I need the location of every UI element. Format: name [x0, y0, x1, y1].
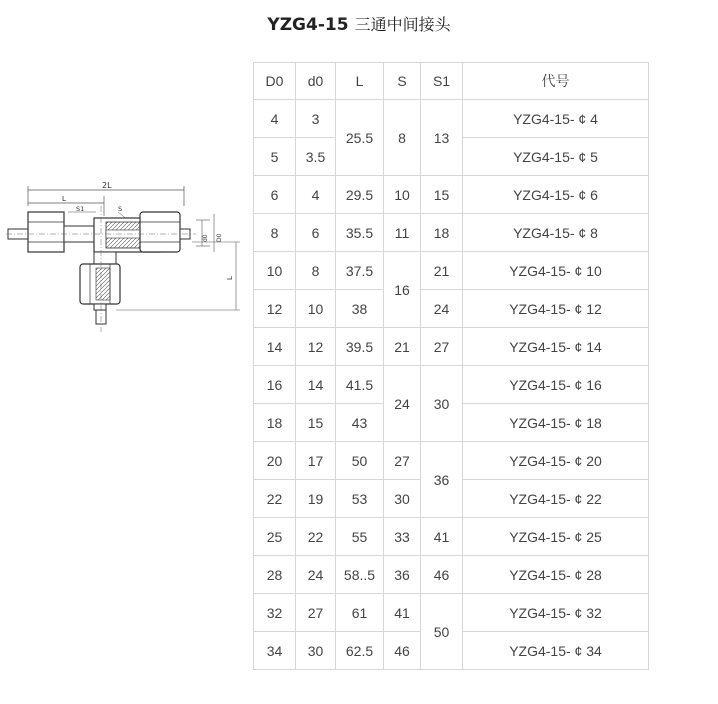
cell-S1: 15: [421, 176, 463, 214]
cell-code: YZG4-15- ¢ 12: [463, 290, 649, 328]
cell-S1: 50: [421, 594, 463, 670]
cell-code: YZG4-15- ¢ 32: [463, 594, 649, 632]
header-d0: d0: [296, 63, 336, 100]
cell-S1: 30: [421, 366, 463, 442]
label-S: S: [118, 205, 123, 213]
cell-D0: 5: [254, 138, 296, 176]
cell-D0: 18: [254, 404, 296, 442]
cell-S: 21: [384, 328, 421, 366]
cell-d0: 17: [296, 442, 336, 480]
table-row: [254, 366, 649, 404]
cell-D0: 12: [254, 290, 296, 328]
cell-d0: 10: [296, 290, 336, 328]
title-code: YZG4-15: [267, 15, 349, 35]
cell-L: 25.5: [336, 100, 384, 176]
cell-L: 38: [336, 290, 384, 328]
cell-S: 16: [384, 252, 421, 328]
cell-D0: 34: [254, 632, 296, 670]
cell-code: YZG4-15- ¢ 6: [463, 176, 649, 214]
cell-D0: 10: [254, 252, 296, 290]
page-title: [0, 12, 718, 35]
label-D0: D0: [216, 233, 223, 242]
cell-L: 61: [336, 594, 384, 632]
cell-D0: 22: [254, 480, 296, 518]
cell-L: 41.5: [336, 366, 384, 404]
table-row: [254, 252, 649, 290]
cell-d0: 6: [296, 214, 336, 252]
cell-d0: 30: [296, 632, 336, 670]
cell-code: YZG4-15- ¢ 5: [463, 138, 649, 176]
cell-D0: 28: [254, 556, 296, 594]
tee-fitting-drawing: [6, 176, 250, 344]
cell-S1: 24: [421, 290, 463, 328]
cell-D0: 32: [254, 594, 296, 632]
cell-d0: 19: [296, 480, 336, 518]
cell-L: 37.5: [336, 252, 384, 290]
table-row: [254, 518, 649, 556]
cell-d0: 22: [296, 518, 336, 556]
cell-L: 55: [336, 518, 384, 556]
cell-L: 62.5: [336, 632, 384, 670]
table-row: [254, 442, 649, 480]
cell-D0: 16: [254, 366, 296, 404]
cell-D0: 6: [254, 176, 296, 214]
table-row: [254, 556, 649, 594]
cell-L: 39.5: [336, 328, 384, 366]
cell-S1: 36: [421, 442, 463, 518]
cell-L: 35.5: [336, 214, 384, 252]
table-row: [254, 176, 649, 214]
cell-S: 41: [384, 594, 421, 632]
cell-S: 46: [384, 632, 421, 670]
cell-D0: 14: [254, 328, 296, 366]
table-row: [254, 214, 649, 252]
label-S1: S1: [76, 205, 85, 213]
cell-d0: 3: [296, 100, 336, 138]
cell-S: 24: [384, 366, 421, 442]
cell-S: 27: [384, 442, 421, 480]
cell-S: 10: [384, 176, 421, 214]
header-S1: S1: [421, 63, 463, 100]
label-L: L: [62, 195, 66, 203]
cell-code: YZG4-15- ¢ 10: [463, 252, 649, 290]
table-row: [254, 328, 649, 366]
cell-d0: 24: [296, 556, 336, 594]
cell-S: 36: [384, 556, 421, 594]
table-header-row: [254, 63, 649, 100]
header-code: 代号: [463, 63, 649, 100]
cell-L: 58..5: [336, 556, 384, 594]
cell-code: YZG4-15- ¢ 20: [463, 442, 649, 480]
header-S: S: [384, 63, 421, 100]
cell-d0: 12: [296, 328, 336, 366]
cell-S: 11: [384, 214, 421, 252]
cell-code: YZG4-15- ¢ 25: [463, 518, 649, 556]
cell-S: 8: [384, 100, 421, 176]
cell-L: 50: [336, 442, 384, 480]
cell-S: 30: [384, 480, 421, 518]
table-row: [254, 290, 649, 328]
cell-L: 29.5: [336, 176, 384, 214]
label-d0: d0: [202, 234, 209, 242]
cell-D0: 4: [254, 100, 296, 138]
cell-S1: 18: [421, 214, 463, 252]
cell-code: YZG4-15- ¢ 28: [463, 556, 649, 594]
cell-code: YZG4-15- ¢ 34: [463, 632, 649, 670]
cell-d0: 15: [296, 404, 336, 442]
cell-d0: 4: [296, 176, 336, 214]
header-L: L: [336, 63, 384, 100]
title-name: 三通中间接头: [354, 15, 451, 34]
cell-code: YZG4-15- ¢ 18: [463, 404, 649, 442]
cell-D0: 25: [254, 518, 296, 556]
cell-d0: 3.5: [296, 138, 336, 176]
cell-code: YZG4-15- ¢ 22: [463, 480, 649, 518]
cell-D0: 8: [254, 214, 296, 252]
cell-S1: 46: [421, 556, 463, 594]
table-row: [254, 100, 649, 138]
cell-code: YZG4-15- ¢ 14: [463, 328, 649, 366]
label-2L: 2L: [102, 181, 112, 190]
cell-code: YZG4-15- ¢ 8: [463, 214, 649, 252]
cell-S1: 41: [421, 518, 463, 556]
cell-S: 33: [384, 518, 421, 556]
label-L-vertical: L: [226, 276, 234, 280]
cell-code: YZG4-15- ¢ 4: [463, 100, 649, 138]
spec-table: [253, 62, 649, 670]
table-row: [254, 594, 649, 632]
cell-d0: 27: [296, 594, 336, 632]
cell-S1: 21: [421, 252, 463, 290]
cell-code: YZG4-15- ¢ 16: [463, 366, 649, 404]
cell-d0: 14: [296, 366, 336, 404]
cell-d0: 8: [296, 252, 336, 290]
cell-S1: 13: [421, 100, 463, 176]
cell-S1: 27: [421, 328, 463, 366]
cell-L: 43: [336, 404, 384, 442]
cell-L: 53: [336, 480, 384, 518]
cell-D0: 20: [254, 442, 296, 480]
header-D0: D0: [254, 63, 296, 100]
